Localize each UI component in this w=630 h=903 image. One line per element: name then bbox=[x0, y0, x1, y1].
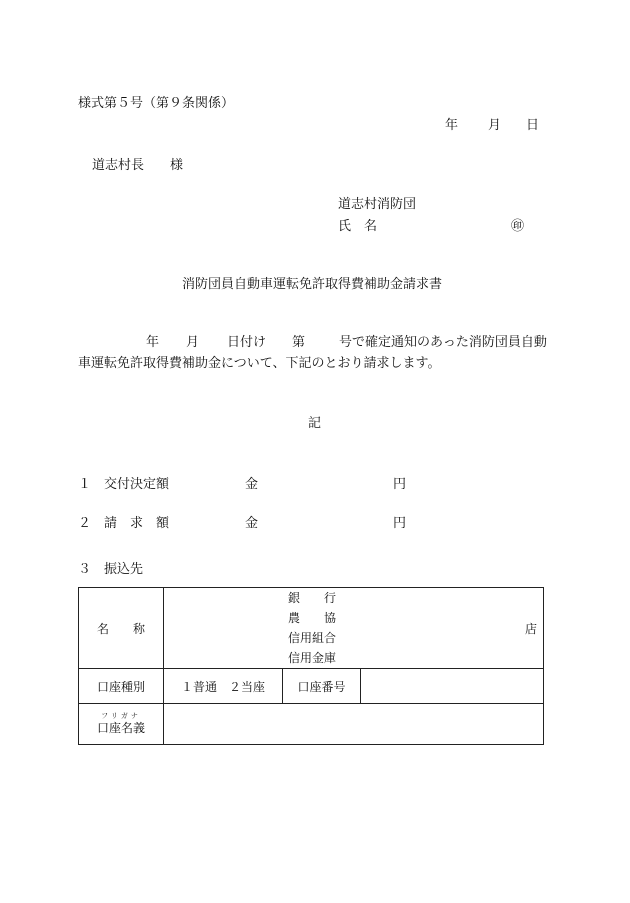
account-holder-value bbox=[164, 704, 544, 745]
institution-agri-coop: 農 協 bbox=[288, 611, 337, 625]
body-month: 月 bbox=[186, 335, 200, 350]
item1-kin: 金 bbox=[245, 477, 259, 492]
item1-label: １ 交付決定額 bbox=[78, 477, 170, 492]
body-line2-text: 車運転免許取得費補助金について、下記のとおり請求します。 bbox=[78, 356, 441, 371]
account-holder-furigana: フリガナ bbox=[101, 712, 141, 720]
date-year-label: 年 bbox=[445, 118, 459, 133]
account-holder-label-cell bbox=[79, 704, 164, 745]
account-type-label: 口座種別 bbox=[79, 669, 164, 704]
seal-mark: ㊞ bbox=[511, 219, 525, 234]
addressee: 道志村長 様 bbox=[92, 158, 184, 173]
item2-kin: 金 bbox=[245, 516, 259, 531]
institution-credit-union: 信用組合 bbox=[288, 631, 337, 645]
institution-name-cell bbox=[164, 588, 544, 669]
sender-name-label: 氏 名 bbox=[338, 219, 378, 234]
account-number-label: 口座番号 bbox=[283, 669, 361, 704]
item1-yen: 円 bbox=[393, 477, 407, 492]
item2-yen: 円 bbox=[393, 516, 407, 531]
body-dated: 日付け bbox=[227, 335, 267, 350]
body-line1-text: 号で確定通知のあった消防団員自動 bbox=[339, 335, 547, 350]
institution-bank: 銀 行 bbox=[288, 591, 337, 605]
institution-name-label: 名 称 bbox=[79, 588, 164, 669]
item2-label: ２ 請 求 額 bbox=[78, 516, 170, 531]
item3-label: ３ 振込先 bbox=[78, 562, 144, 577]
institution-type-list bbox=[288, 588, 336, 668]
institution-shinkin-bank: 信用金庫 bbox=[288, 651, 337, 665]
document-title: 消防団員自動車運転免許取得費補助金請求書 bbox=[182, 277, 443, 292]
sender-organization: 道志村消防団 bbox=[338, 197, 417, 212]
account-holder-label: 口座名義 bbox=[96, 721, 145, 735]
form-number: 様式第５号（第９条関係） bbox=[78, 96, 235, 111]
account-type-options: １普通 ２当座 bbox=[164, 669, 283, 704]
date-month-label: 月 bbox=[488, 118, 502, 133]
body-number-prefix: 第 bbox=[292, 335, 306, 350]
date-day-label: 日 bbox=[526, 118, 540, 133]
account-number-value bbox=[361, 669, 544, 704]
branch-label: 店 bbox=[525, 622, 538, 636]
transfer-destination-table bbox=[78, 587, 544, 745]
body-year: 年 bbox=[146, 335, 160, 350]
ki-heading: 記 bbox=[308, 416, 322, 431]
